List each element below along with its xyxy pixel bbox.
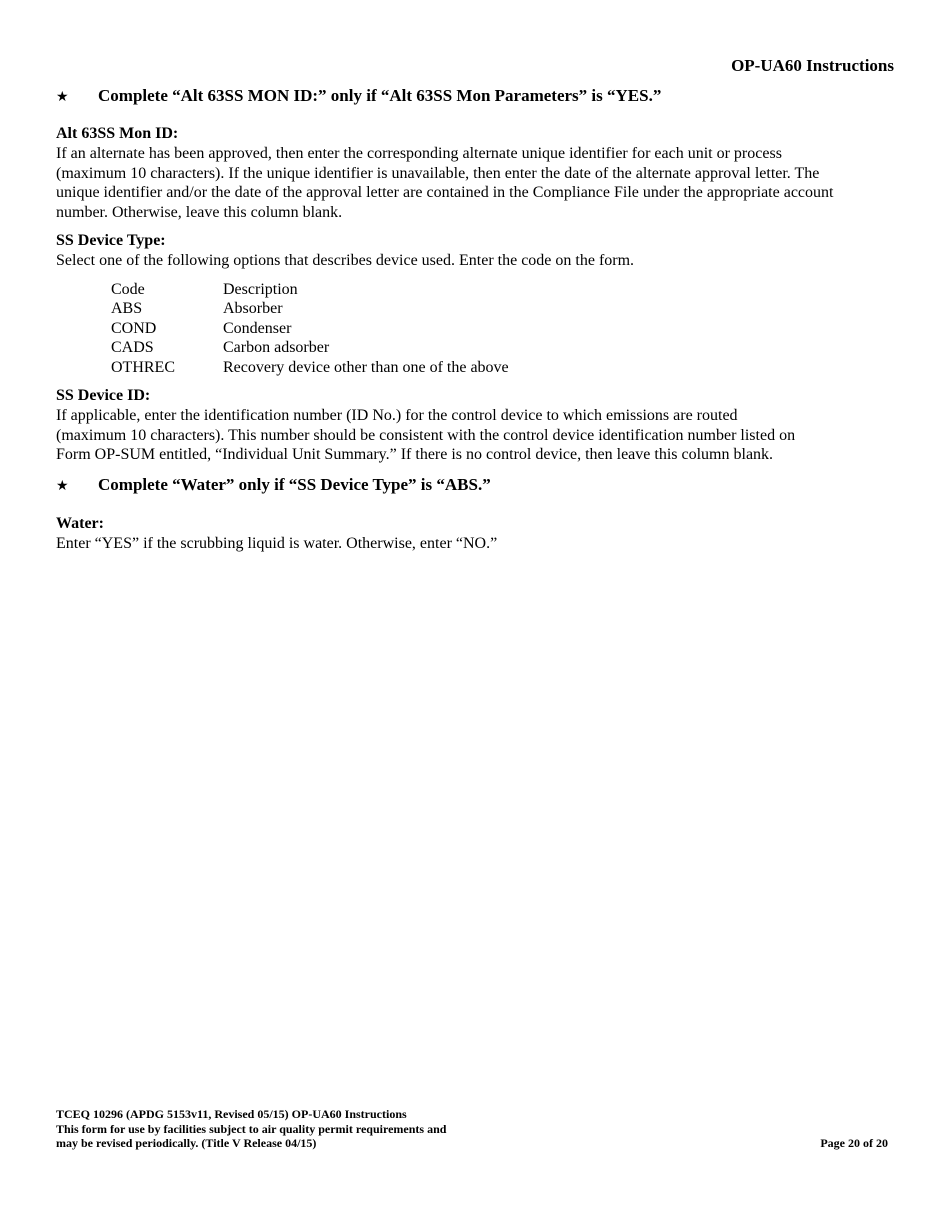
star-bullet-icon: ★ (56, 478, 69, 494)
text-line: unique identifier and/or the date of the approval letter are contained in the Compliance File under the appropriate account (56, 184, 834, 201)
table-row (111, 319, 509, 339)
description-cell: Carbon adsorber (223, 339, 330, 356)
table-row (111, 299, 509, 319)
section-heading-water: Water: (56, 514, 104, 532)
code-cell: CADS (111, 339, 154, 356)
device-type-code-table (111, 280, 509, 378)
section-text-device-id (56, 406, 896, 465)
code-cell: OTHREC (111, 358, 175, 376)
section-heading-device-type: SS Device Type: (56, 232, 166, 249)
instruction-note-text: Complete “Water” only if “SS Device Type” is “ABS.” (98, 474, 491, 494)
description-cell: Recovery device other than one of the above (223, 358, 509, 376)
section-heading-device-id: SS Device ID: (56, 387, 151, 404)
text-line: number. Otherwise, leave this column blank. (56, 203, 343, 221)
text-line: (maximum 10 characters). This number should be consistent with the control device identification number listed on (56, 426, 796, 444)
code-cell: COND (111, 319, 157, 337)
code-cell: ABS (111, 300, 143, 317)
section-heading-alt-mon-id: Alt 63SS Mon ID: (56, 125, 179, 142)
instruction-note (56, 85, 896, 109)
section-text-alt-mon-id (56, 144, 896, 222)
page-number: Page 20 of 20 (820, 1136, 888, 1150)
text-line: If an alternate has been approved, then enter the corresponding alternate unique identifier for each unit or process (56, 145, 782, 162)
table-header-row (111, 280, 509, 300)
table-row (111, 358, 509, 378)
description-cell: Absorber (223, 300, 283, 317)
footer-line: TCEQ 10296 (APDG 5153v11, Revised 05/15) OP-UA60 Instructions (56, 1107, 407, 1121)
page-header-title: OP-UA60 Instructions (731, 56, 894, 75)
text-line: Form OP-SUM entitled, “Individual Unit Summary.” If there is no control device, then leave this column blank. (56, 446, 774, 463)
instruction-note-text: Complete “Alt 63SS MON ID:” only if “Alt 63SS Mon Parameters” is “YES.” (98, 86, 662, 105)
table-row (111, 338, 509, 358)
footer-line: This form for use by facilities subject to air quality permit requirements and (56, 1121, 447, 1136)
instruction-note (56, 474, 896, 498)
column-header-description: Description (223, 280, 298, 298)
text-line: If applicable, enter the identification number (ID No.) for the control device to which emissions are routed (56, 407, 738, 424)
section-text-device-type: Select one of the following options that describes device used. Enter the code on the form. (56, 252, 635, 269)
star-bullet-icon: ★ (56, 90, 69, 105)
page-footer (56, 1107, 888, 1151)
description-cell: Condenser (223, 319, 292, 337)
footer-line: may be revised periodically. (Title V Release 04/15) (56, 1136, 317, 1150)
text-line: (maximum 10 characters). If the unique identifier is unavailable, then enter the date of the alternate approval letter. The (56, 164, 820, 182)
page-content (56, 85, 896, 553)
section-text-water: Enter “YES” if the scrubbing liquid is water. Otherwise, enter “NO.” (56, 534, 498, 552)
column-header-code: Code (111, 280, 145, 298)
